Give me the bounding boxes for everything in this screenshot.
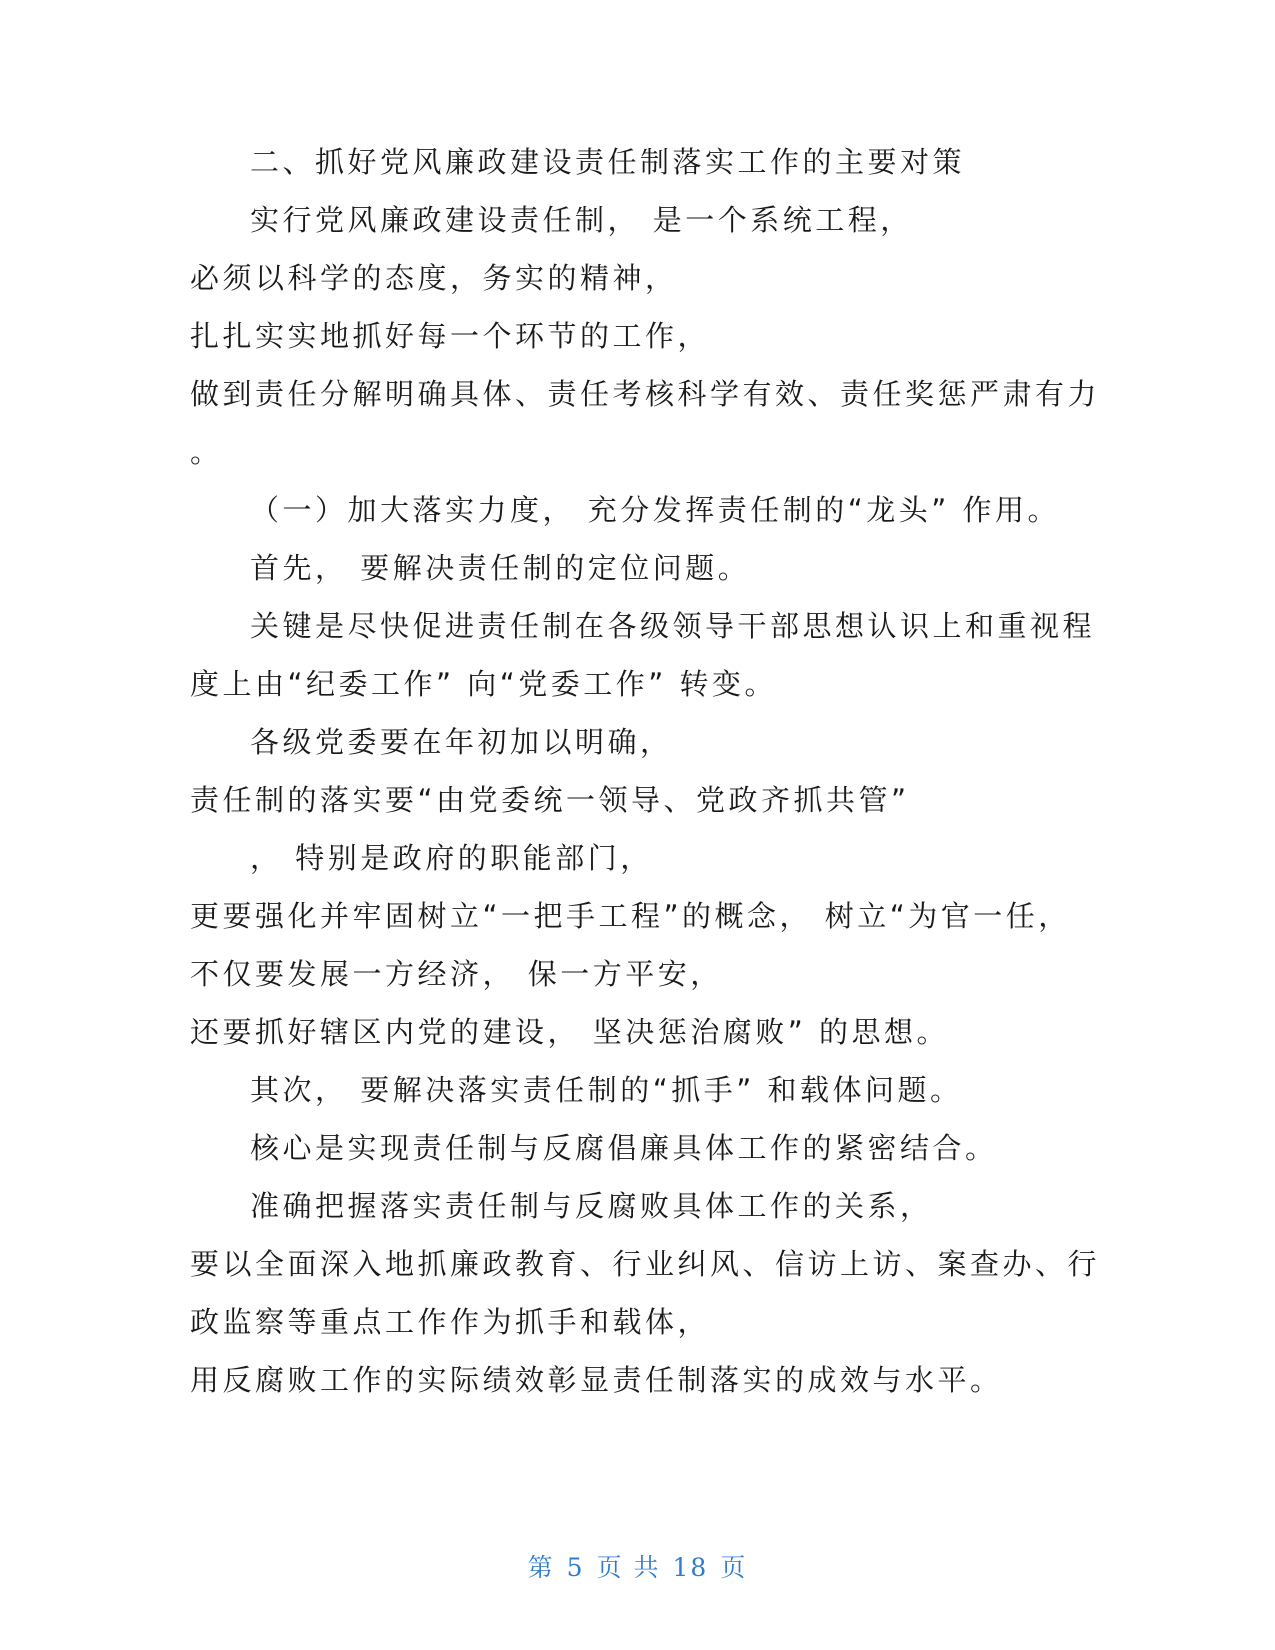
paragraph-line: 不仅要发展一方经济， 保一方平安， (190, 957, 723, 991)
paragraph-line: 度上由“纪委工作” 向“党委工作” 转变。 (190, 667, 778, 701)
current-page-number: 5 (566, 1553, 585, 1582)
footer-prefix: 第 (527, 1553, 555, 1582)
footer-suffix: 页 (720, 1553, 748, 1582)
paragraph-line: 关键是尽快促进责任制在各级领导干部思想认识上和重视程 (250, 609, 1096, 643)
paragraph-line: 。 (190, 435, 223, 469)
paragraph-line: ， 特别是政府的职能部门， (250, 841, 653, 875)
paragraph-line: 核心是实现责任制与反腐倡廉具体工作的紧密结合。 (250, 1131, 998, 1165)
total-pages-number: 18 (672, 1553, 709, 1582)
section-heading: 二、抓好党风廉政建设责任制落实工作的主要对策 (250, 145, 966, 179)
paragraph-line: 首先， 要解决责任制的定位问题。 (250, 551, 751, 585)
paragraph-line: 更要强化并牢固树立“一把手工程”的概念， 树立“为官一任， (190, 899, 1071, 933)
subsection-heading: （一）加大落实力度， 充分发挥责任制的“龙头” 作用。 (250, 493, 1060, 527)
paragraph-line: 要以全面深入地抓廉政教育、行业纠风、信访上访、案查办、行 (190, 1247, 1101, 1281)
paragraph-line: 还要抓好辖区内党的建设， 坚决惩治腐败” 的思想。 (190, 1015, 949, 1049)
footer-middle: 页 共 (596, 1553, 661, 1582)
paragraph-line: 做到责任分解明确具体、责任考核科学有效、责任奖惩严肃有力 (190, 377, 1101, 411)
paragraph-line: 扎扎实实地抓好每一个环节的工作， (190, 319, 711, 353)
paragraph-line: 各级党委要在年初加以明确， (250, 725, 673, 759)
paragraph-line: 用反腐败工作的实际绩效彰显责任制落实的成效与水平。 (190, 1363, 1003, 1397)
paragraph-line: 必须以科学的态度，务实的精神， (190, 261, 678, 295)
page-footer (0, 1548, 1275, 1584)
paragraph-line: 政监察等重点工作作为抓手和载体， (190, 1305, 711, 1339)
paragraph-line: 其次， 要解决落实责任制的“抓手” 和载体问题。 (250, 1073, 963, 1107)
paragraph-line: 准确把握落实责任制与反腐败具体工作的关系， (250, 1189, 933, 1223)
paragraph-line: 责任制的落实要“由党委统一领导、党政齐抓共管” (190, 783, 910, 817)
paragraph-line: 实行党风廉政建设责任制， 是一个系统工程， (250, 203, 913, 237)
